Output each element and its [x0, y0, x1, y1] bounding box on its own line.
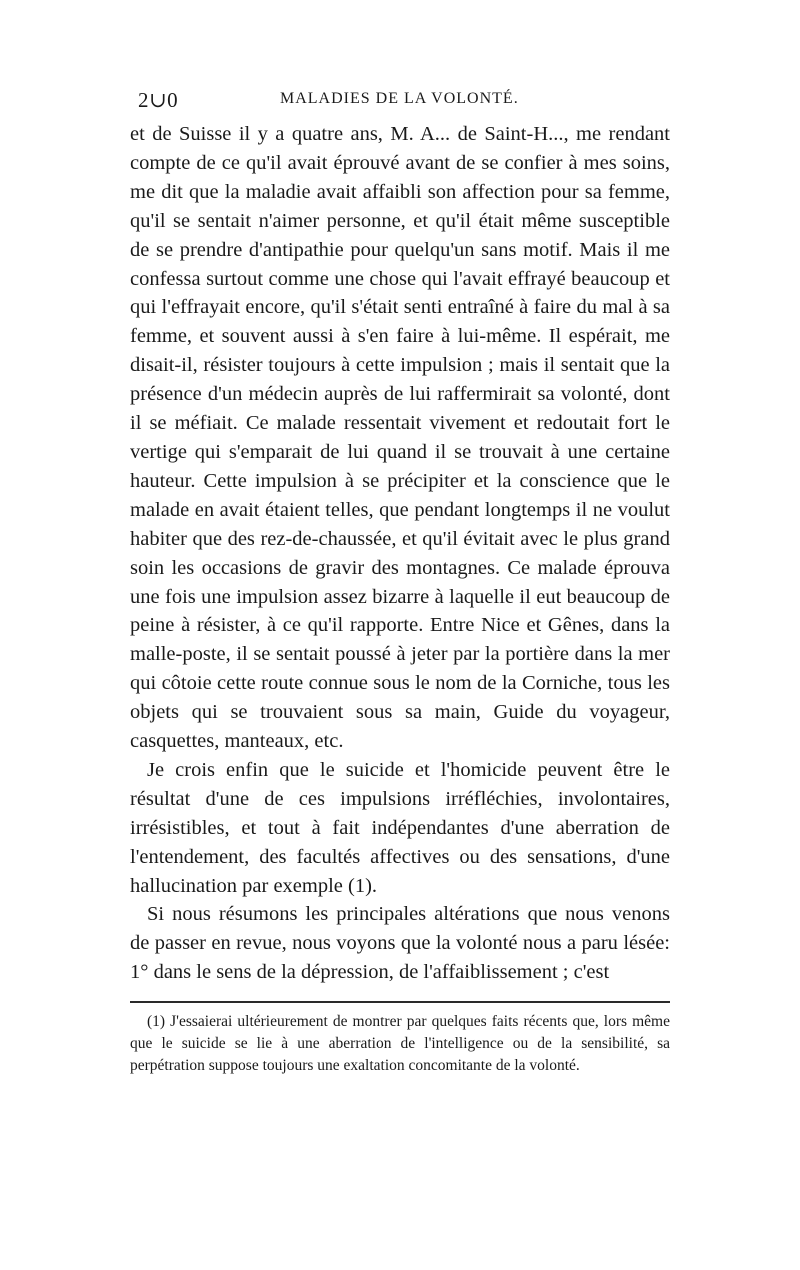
page-number: 2∪0 [138, 88, 179, 112]
footnote-divider [130, 1001, 670, 1003]
footnote: (1) J'essaierai ultérieurement de montrer par quelques faits récents que, lors même que le suicide se lie à une aberration de l'intelligence ou de la sensibilité, sa perpétration suppose toujours une exaltation concomitante de la volonté. [130, 1013, 670, 1075]
paragraph-summary: Si nous résumons les principales altérations que nous venons de passer en revue, nous voyons que la volonté nous a paru lésée: 1° dans le sens de la dépression, de l'affaiblissement ; c'est [130, 903, 670, 984]
book-page [130, 88, 670, 1077]
running-title: MALADIES DE LA VOLONTÉ. [280, 90, 519, 107]
body-text [130, 120, 670, 987]
paragraph-continuation: et de Suisse il y a quatre ans, M. A... de Saint-H..., me rendant compte de ce qu'il avait éprouvé avant de se confier à mes soins, me dit que la maladie avait affaibli son affection pour sa femme, qu'il se sentait n'aimer personne, et qu'il était même susceptible de se prendre d'antipathie pour quelqu'un sans motif. Mais il me confessa surtout comme une chose qui l'avait effrayé beaucoup et qui l'effrayait encore, qu'il s'était senti entraîné à faire du mal à sa femme, et souvent aussi à s'en faire à lui-même. Il espérait, me disait-il, résister toujours à cette impulsion ; mais il sentait que la présence d'un médecin auprès de lui raffermirait sa volonté, dont il se méfiait. Ce malade ressentait vivement et redoutait fort le vertige qui s'emparait de lui quand il se trouvait à une certaine hauteur. Cette impulsion à se précipiter et la conscience que le malade en avait étaient telles, que pendant longtemps il ne voulut habiter que des rez-de-chaussée, et qu'il évitait avec le plus grand soin les occasions de gravir des montagnes. Ce malade éprouva une fois une impulsion assez bizarre à laquelle il eut beaucoup de peine à résister, à ce qu'il rapporte. Entre Nice et Gênes, dans la malle-poste, il se sentait poussé à jeter par la portière dans la mer qui côtoie cette route connue sous le nom de la Corniche, tous les objets qui se trouvaient sous sa main, Guide du voyageur, casquettes, manteaux, etc. [130, 123, 670, 753]
running-head [130, 88, 670, 120]
paragraph-suicide-homicide: Je crois enfin que le suicide et l'homicide peuvent être le résultat d'une de ces impulsions irréfléchies, involontaires, irrésistibles, et tout à fait indépendantes d'une aberration de l'entendement, des facultés affectives ou des sensations, d'une hallucination par exemple (1). [130, 758, 670, 897]
